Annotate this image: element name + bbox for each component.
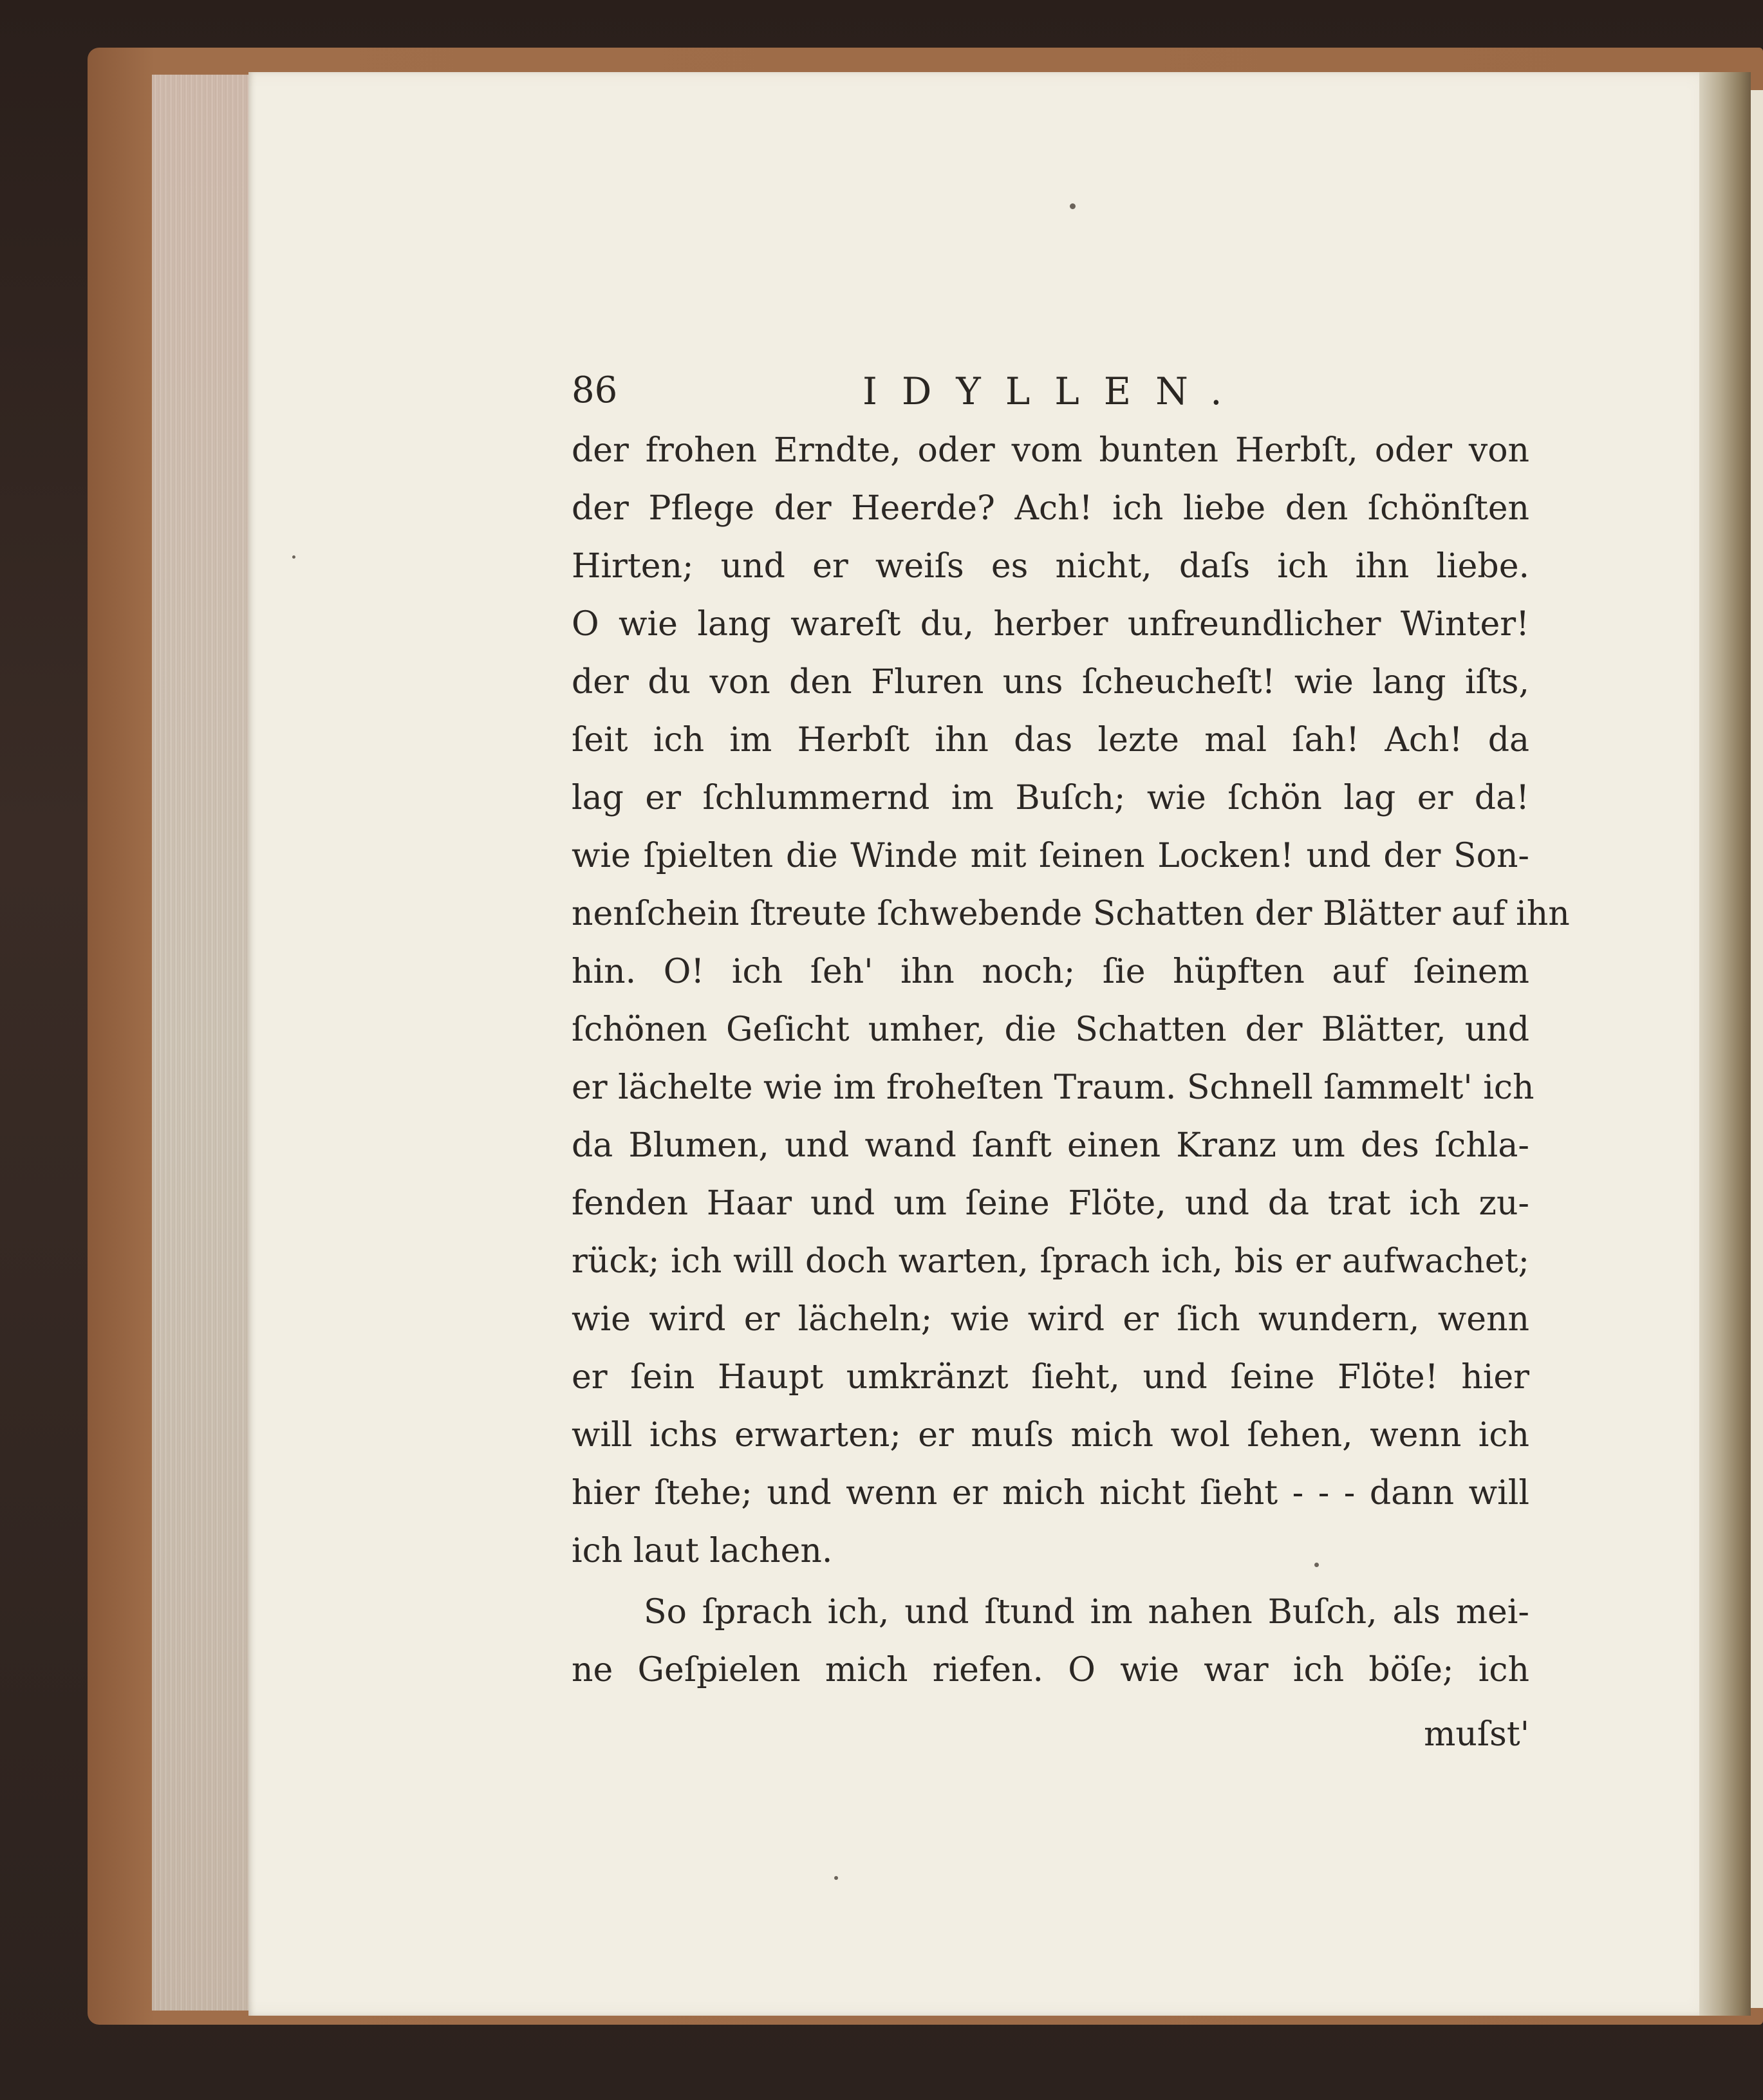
text-line: hin. O! ich ſeh' ihn noch; ſie hüpften auf ſeinem [572,952,1529,991]
page-edges-shade [152,75,248,2011]
text-line: der Pflege der Heerde? Ach! ich liebe den ſchönſten [572,489,1529,528]
text-line: fenden Haar und um ſeine Flöte, und da trat ich zu- [572,1184,1529,1223]
text-line: der frohen Erndte, oder vom bunten Herbſt, oder von [572,431,1529,470]
running-title: IDYLLEN. [863,369,1247,413]
text-line: er lächelte wie im froheſten Traum. Schnell ſammelt' ich [572,1068,1534,1107]
text-line: Hirten; und er weiſs es nicht, daſs ich ihn liebe. [572,547,1529,586]
text-line: rück; ich will doch warten, ſprach ich, bis er aufwachet; [572,1242,1529,1281]
paper-speck [292,555,295,559]
page-number: 86 [572,369,618,411]
paper-speck [834,1876,838,1880]
text-line: nenſchein ſtreute ſchwebende Schatten der Blätter auf ihn [572,895,1570,933]
text-line: ich laut lachen. [572,1532,833,1570]
text-line: hier ſtehe; und wenn er mich nicht ſieht - - - dann will [572,1474,1529,1512]
page-header [572,369,1537,414]
text-line: So ſprach ich, und ſtund im nahen Buſch, als mei- [644,1593,1529,1631]
text-line: ne Geſpielen mich riefen. O wie war ich böſe; ich [572,1651,1529,1689]
text-line: lag er ſchlummernd im Buſch; wie ſchön lag er da! [572,779,1529,817]
text-line: ſeit ich im Herbſt ihn das lezte mal ſah! Ach! da [572,721,1529,759]
text-line: ſchönen Geſicht umher, die Schatten der Blätter, und [572,1010,1529,1049]
text-line: wie ſpielten die Winde mit ſeinen Locken! und der Son- [572,837,1529,875]
catchword: muſst' [1424,1715,1529,1754]
text-line: will ichs erwarten; er muſs mich wol ſehen, wenn ich [572,1416,1529,1454]
paper-speck [1070,203,1076,209]
text-line: der du von den Fluren uns ſcheucheſt! wie lang iſts, [572,663,1529,702]
gutter-shadow [1699,72,1751,2016]
text-line: O wie lang wareſt du, herber unfreundlicher Winter! [572,605,1529,644]
text-line: wie wird er lächeln; wie wird er ſich wundern, wenn [572,1300,1529,1339]
text-line: er ſein Haupt umkränzt ſieht, und ſeine Flöte! hier [572,1358,1529,1397]
text-line: da Blumen, und wand ſanft einen Kranz um des ſchla- [572,1126,1529,1165]
